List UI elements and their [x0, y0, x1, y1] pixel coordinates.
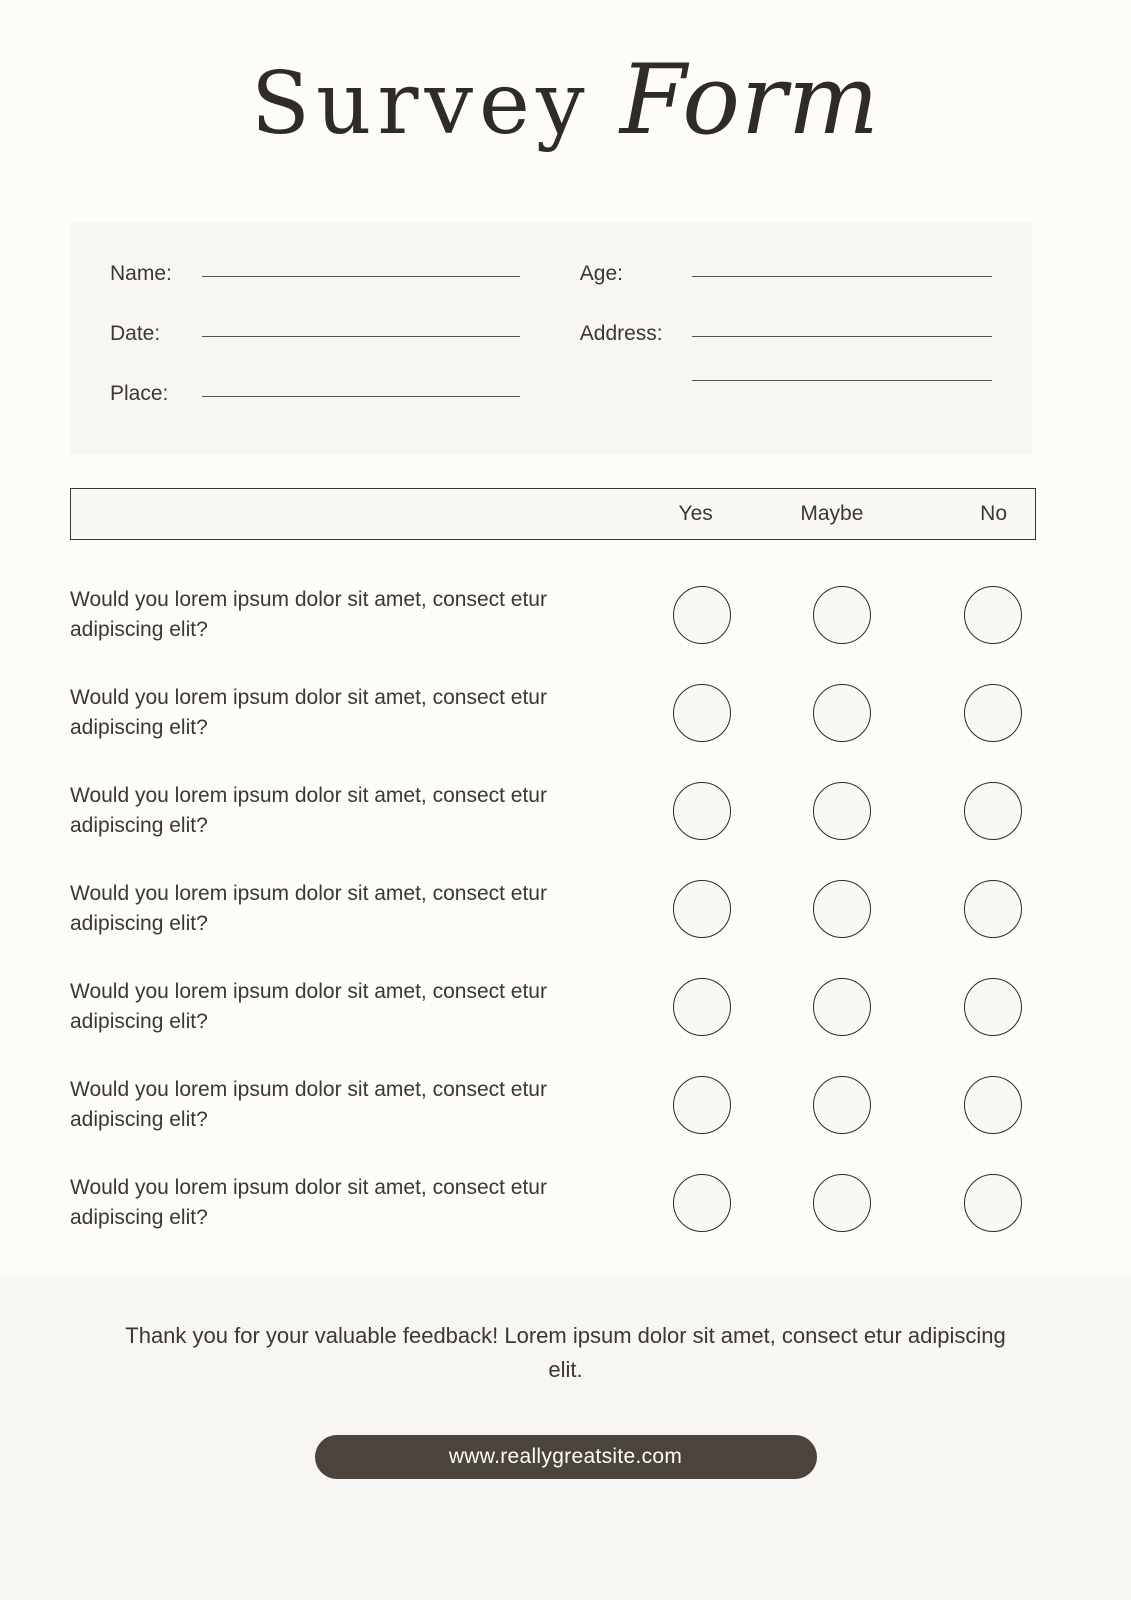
name-field-group	[110, 262, 580, 286]
option-cell-maybe	[772, 782, 912, 840]
question-text: Would you lorem ipsum dolor sit amet, consect etur adipiscing elit?	[70, 1077, 547, 1131]
question-row	[70, 664, 1036, 762]
option-cell-no	[912, 684, 1036, 742]
option-cell-no	[912, 1076, 1036, 1134]
website-url-pill[interactable]: www.reallygreatsite.com	[315, 1435, 817, 1479]
answer-columns-header	[70, 488, 1036, 540]
option-cell-no	[912, 1174, 1036, 1232]
place-input[interactable]	[202, 395, 520, 397]
radio-yes[interactable]	[673, 880, 731, 938]
address-input[interactable]	[692, 335, 992, 337]
name-input[interactable]	[202, 275, 520, 277]
question-options	[632, 586, 1036, 644]
title-word-survey: Survey	[251, 54, 591, 154]
question-row	[70, 958, 1036, 1056]
radio-yes[interactable]	[673, 586, 731, 644]
address-field-group	[580, 322, 992, 346]
place-label: Place:	[110, 382, 169, 405]
radio-no[interactable]	[964, 1076, 1022, 1134]
option-cell-maybe	[772, 880, 912, 938]
date-field-group	[110, 322, 580, 346]
option-cell-no	[912, 880, 1036, 938]
question-row	[70, 762, 1036, 860]
column-header-no: No	[980, 502, 1008, 525]
question-text: Would you lorem ipsum dolor sit amet, consect etur adipiscing elit?	[70, 1175, 547, 1229]
option-cell-yes	[632, 1076, 772, 1134]
question-text: Would you lorem ipsum dolor sit amet, consect etur adipiscing elit?	[70, 783, 547, 837]
questions-list	[70, 566, 1036, 1252]
option-cell-maybe	[772, 586, 912, 644]
age-input[interactable]	[692, 275, 992, 277]
option-cell-maybe	[772, 1174, 912, 1232]
question-options	[632, 978, 1036, 1036]
info-row-2	[110, 322, 992, 382]
radio-maybe[interactable]	[813, 586, 871, 644]
radio-maybe[interactable]	[813, 978, 871, 1036]
footer	[0, 1277, 1131, 1600]
option-cell-maybe	[772, 1076, 912, 1134]
question-text: Would you lorem ipsum dolor sit amet, consect etur adipiscing elit?	[70, 587, 547, 641]
thank-you-message: Thank you for your valuable feedback! Lorem ipsum dolor sit amet, consect etur adipiscing elit.	[125, 1323, 1006, 1383]
date-input[interactable]	[202, 335, 520, 337]
address-input-line2[interactable]	[692, 379, 992, 381]
question-options	[632, 880, 1036, 938]
question-options	[632, 782, 1036, 840]
info-row-1	[110, 262, 992, 322]
question-text: Would you lorem ipsum dolor sit amet, consect etur adipiscing elit?	[70, 979, 547, 1033]
radio-no[interactable]	[964, 978, 1022, 1036]
title-word-form: Form	[619, 44, 880, 156]
date-label: Date:	[110, 322, 161, 345]
option-cell-yes	[632, 684, 772, 742]
option-cell-yes	[632, 586, 772, 644]
question-row	[70, 566, 1036, 664]
page-title	[0, 0, 1131, 156]
question-text: Would you lorem ipsum dolor sit amet, consect etur adipiscing elit?	[70, 881, 547, 935]
radio-yes[interactable]	[673, 782, 731, 840]
address-line2-group	[580, 382, 992, 384]
info-row-3	[110, 382, 992, 442]
option-cell-yes	[632, 978, 772, 1036]
question-row	[70, 1056, 1036, 1154]
option-cell-no	[912, 586, 1036, 644]
radio-no[interactable]	[964, 782, 1022, 840]
age-label: Age:	[579, 262, 623, 285]
radio-no[interactable]	[964, 684, 1022, 742]
radio-yes[interactable]	[673, 1174, 731, 1232]
respondent-info-panel	[70, 222, 1032, 454]
place-field-group	[110, 382, 580, 406]
radio-maybe[interactable]	[813, 1174, 871, 1232]
question-text: Would you lorem ipsum dolor sit amet, consect etur adipiscing elit?	[70, 685, 547, 739]
option-cell-maybe	[772, 978, 912, 1036]
radio-maybe[interactable]	[813, 684, 871, 742]
question-options	[632, 1174, 1036, 1232]
question-options	[632, 1076, 1036, 1134]
radio-no[interactable]	[964, 880, 1022, 938]
radio-no[interactable]	[964, 586, 1022, 644]
column-header-maybe: Maybe	[800, 502, 864, 525]
radio-maybe[interactable]	[813, 880, 871, 938]
option-cell-yes	[632, 880, 772, 938]
age-field-group	[580, 262, 992, 286]
radio-maybe[interactable]	[813, 1076, 871, 1134]
name-label: Name:	[110, 262, 172, 285]
question-row	[70, 1154, 1036, 1252]
option-cell-yes	[632, 782, 772, 840]
address-label: Address:	[579, 322, 663, 345]
column-header-yes: Yes	[678, 502, 713, 525]
option-cell-maybe	[772, 684, 912, 742]
option-cell-no	[912, 782, 1036, 840]
option-cell-yes	[632, 1174, 772, 1232]
question-row	[70, 860, 1036, 958]
radio-yes[interactable]	[673, 684, 731, 742]
radio-yes[interactable]	[673, 1076, 731, 1134]
question-options	[632, 684, 1036, 742]
radio-yes[interactable]	[673, 978, 731, 1036]
option-cell-no	[912, 978, 1036, 1036]
radio-no[interactable]	[964, 1174, 1022, 1232]
radio-maybe[interactable]	[813, 782, 871, 840]
